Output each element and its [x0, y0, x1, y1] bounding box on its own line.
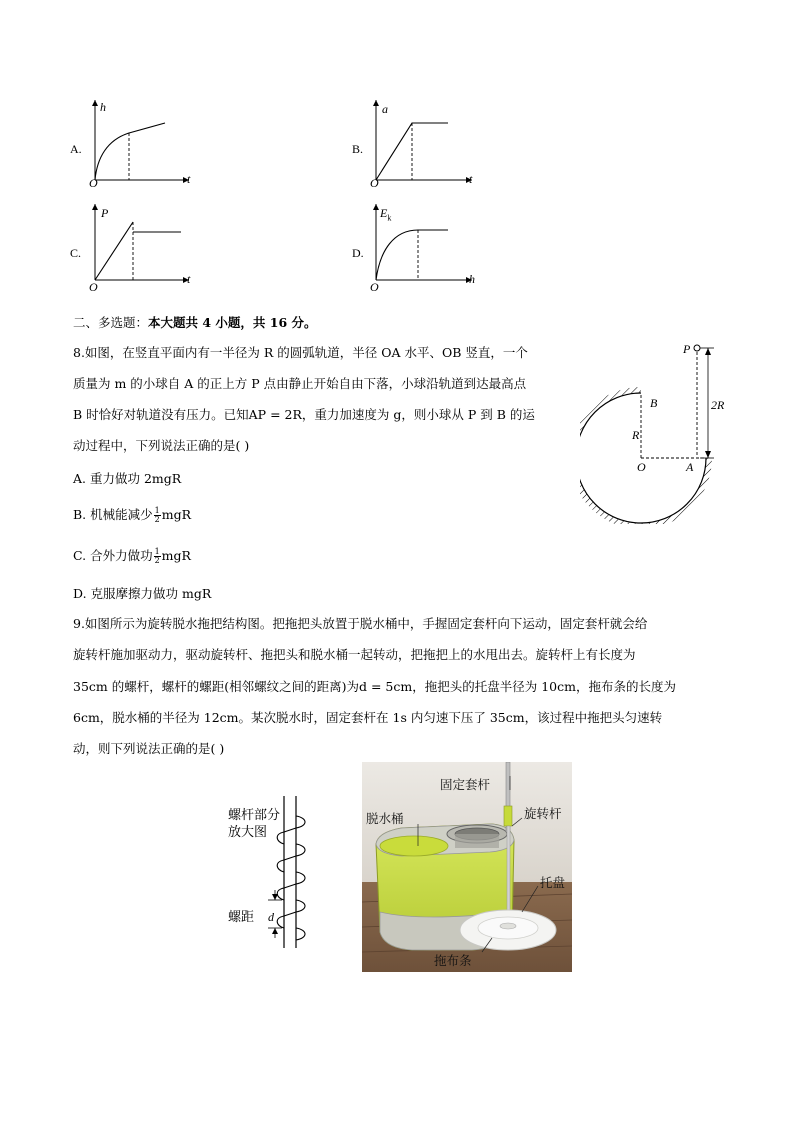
- graph-a-x-label: t: [187, 172, 191, 186]
- graph-d-y-label: $E_k$: [380, 206, 392, 223]
- mop-bucket-photo: [362, 762, 572, 972]
- screw-pitch-label: 螺距: [228, 910, 255, 925]
- q8-line-3: B 时恰好对轨道没有压力。已知AP = 2R，重力加速度为 g，则小球从 P 到 B 的运: [73, 407, 535, 422]
- q8-label-b: B: [650, 396, 658, 410]
- graph-b-x-label: t: [469, 172, 473, 186]
- graph-b-y-label: a: [382, 102, 388, 116]
- q8-track-diagram: [580, 338, 730, 524]
- graph-d-x-label: h: [469, 272, 475, 286]
- label-mop-strips: 拖布条: [434, 953, 472, 968]
- q9-line-1: 9.如图所示为旋转脱水拖把结构图。把拖把头放置于脱水桶中，手握固定套杆向下运动，固定套杆就会给: [73, 616, 648, 631]
- section-header: 二、多选题：本大题共 4 小题，共 16 分。: [73, 315, 317, 330]
- option-c-label: C.: [70, 246, 82, 260]
- screw-figure-title-1: 螺杆部分: [228, 808, 281, 823]
- graph-c-x-label: t: [187, 272, 191, 286]
- option-d-label: D.: [352, 246, 364, 260]
- graph-a-y-label: h: [100, 100, 106, 114]
- q8-option-a: A. 重力做功 2mgR: [73, 471, 182, 486]
- screw-figure-title-2: 放大图: [228, 825, 268, 840]
- graph-d-origin: O: [370, 280, 379, 294]
- graph-b-origin: O: [370, 176, 379, 190]
- mop-bucket-illustration: [362, 762, 572, 972]
- option-b-label: B.: [352, 142, 364, 156]
- graph-c-y-label: P: [101, 206, 109, 220]
- label-tray: 托盘: [540, 875, 566, 890]
- q8-label-o: O: [637, 460, 646, 474]
- q8-option-d: D. 克服摩擦力做功 mgR: [73, 586, 212, 601]
- graph-c-origin: O: [89, 280, 98, 294]
- screw-thread-diagram: [260, 794, 320, 950]
- q9-line-3: 35cm 的螺杆，螺杆的螺距(相邻螺纹之间的距离)为d = 5cm，拖把头的托盘半径为 10cm，拖布条的长度为: [73, 679, 676, 694]
- q8-label-a: A: [686, 460, 694, 474]
- graph-a-origin: O: [89, 176, 98, 190]
- q9-line-2: 旋转杆施加驱动力，驱动旋转杆、拖把头和脱水桶一起转动，把拖把上的水甩出去。旋转杆上有长度为: [73, 647, 636, 662]
- q8-line-1: 8.如图，在竖直平面内有一半径为 R 的圆弧轨道，半径 OA 水平、OB 竖直，一个: [73, 345, 528, 360]
- q8-line-2: 质量为 m 的小球自 A 的正上方 P 点由静止开始自由下落，小球沿轨道到达最高点: [73, 376, 527, 391]
- q8-option-c: C. 合外力做功 $\frac{1}{2}$ mgR: [73, 547, 191, 565]
- q8-option-b: B. 机械能减少 $\frac{1}{2}$ mgR: [73, 506, 192, 524]
- label-rotating-rod: 旋转杆: [524, 806, 562, 821]
- screw-pitch-d: d: [268, 910, 274, 924]
- q8-label-2r: 2R: [711, 398, 725, 412]
- q8-label-p: P: [683, 342, 691, 356]
- label-fixed-sleeve: 固定套杆: [440, 777, 491, 792]
- q8-line-4: 动过程中，下列说法正确的是( ): [73, 438, 250, 453]
- option-a-label: A.: [70, 142, 82, 156]
- label-bucket: 脱水桶: [366, 811, 404, 826]
- q9-line-5: 动，则下列说法正确的是( ): [73, 741, 225, 756]
- q9-line-4: 6cm，脱水桶的半径为 12cm。某次脱水时，固定套杆在 1s 内匀速下压了 35cm，该过程中拖把头匀速转: [73, 710, 663, 725]
- q8-label-r: R: [632, 428, 640, 442]
